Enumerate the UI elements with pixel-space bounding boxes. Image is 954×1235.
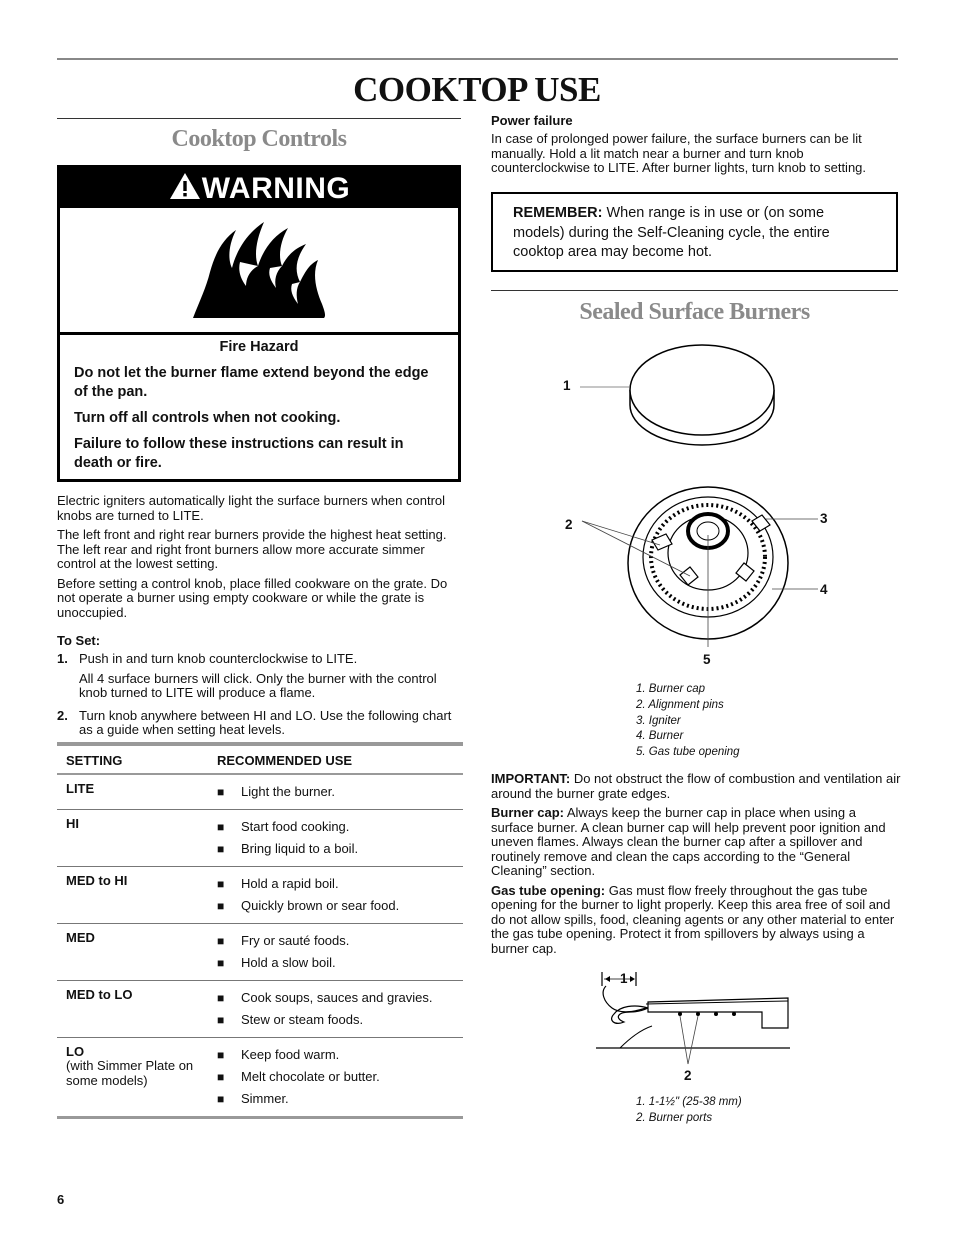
- use-item: ■ Start food cooking.: [217, 816, 463, 838]
- step: [57, 709, 463, 738]
- burner-port: [678, 1012, 682, 1016]
- uses-cell: [217, 924, 463, 981]
- intro-paragraphs: [57, 494, 461, 620]
- top-rule: [57, 58, 898, 60]
- diagram-captions: [636, 682, 740, 761]
- callout-label: 2: [684, 1068, 692, 1083]
- setting-cell: [57, 1038, 217, 1118]
- use-item: ■ Fry or sauté foods.: [217, 930, 463, 952]
- callout-line-ports-a: [680, 1016, 688, 1064]
- gas-tube-text: Gas must flow freely throughout the gas tube opening for the burner to light properly. Keep this area free of soil and do not allow spills, food, cleaning agents or any other material to enter the gas tube opening. Protect it from spillovers by always using a burner cap.: [491, 882, 895, 956]
- caption-item: 2. Alignment pins: [636, 698, 724, 711]
- power-failure-text: In case of prolonged power failure, the surface burners can be lit manually. Hold a lit match near a burner and turn knob counterclockwise to LITE. After burner lights, turn knob to setting.: [491, 131, 867, 175]
- section-rule: [57, 118, 461, 119]
- remember-label: REMEMBER:: [513, 205, 603, 221]
- table-row: [57, 774, 463, 810]
- callout-label: 3: [820, 511, 828, 526]
- burner-cap-illustration: [630, 345, 774, 445]
- step-text: Push in and turn knob counterclockwise to LITE.: [79, 651, 358, 666]
- use-item: ■ Hold a slow boil.: [217, 952, 463, 974]
- table-row: [57, 981, 463, 1038]
- setting-cell: MED: [57, 924, 217, 981]
- gas-tube-label: Gas tube opening:: [491, 882, 606, 898]
- fire-hazard-pictogram: [60, 208, 458, 335]
- sealed-burners-heading: Sealed Surface Burners: [579, 299, 810, 325]
- header-recommended-use: RECOMMENDED USE: [217, 744, 463, 774]
- caption-item: 1. Burner cap: [636, 683, 706, 695]
- paragraph: Electric igniters automatically light the surface burners when control knobs are turned to LITE.: [57, 493, 446, 523]
- callout-label: 5: [703, 652, 711, 667]
- fire-icon: [60, 208, 458, 332]
- important-label: IMPORTANT:: [491, 771, 571, 786]
- setting-cell: MED to LO: [57, 981, 217, 1038]
- step-subtext: All 4 surface burners will click. Only the burner with the control knob turned to LITE will produce a flame.: [79, 670, 437, 700]
- uses-cell: [217, 981, 463, 1038]
- caption-item: 4. Burner: [636, 730, 684, 743]
- warning-label: WARNING: [201, 172, 351, 205]
- step-number: 2.: [57, 707, 68, 723]
- burner-port: [714, 1012, 718, 1016]
- use-item: ■ Stew or steam foods.: [217, 1009, 463, 1031]
- callout-label: 2: [565, 517, 573, 532]
- warning-line: Do not let the burner flame extend beyond the edge of the pan.: [74, 365, 429, 400]
- warning-text: [74, 338, 444, 480]
- page-title: COOKTOP USE: [353, 70, 601, 109]
- paragraph: Before setting a control knob, place filled cookware on the grate. Do not operate a burner using empty cookware or while the grate is unoccupied.: [57, 575, 448, 620]
- use-item: ■ Melt chocolate or butter.: [217, 1066, 463, 1088]
- table-row: [57, 867, 463, 924]
- caption-item: 5. Gas tube opening: [636, 746, 740, 759]
- use-item: ■ Bring liquid to a boil.: [217, 838, 463, 860]
- to-set-steps: [57, 652, 463, 738]
- callout-label: 4: [820, 582, 828, 597]
- table-header-row: [57, 744, 463, 774]
- caption-item: 2. Burner ports: [636, 1111, 713, 1124]
- burner-cap-text: Always keep the burner cap in place when using a surface burner. A clean burner cap will help prevent poor ignition and uneven flames. Always clean the burner cap after a spillover and routinely remove and clean the caps according to the “General Cleaning” section.: [491, 805, 886, 878]
- warning-header: [60, 168, 458, 208]
- header-setting: SETTING: [57, 744, 217, 774]
- setting-cell: MED to HI: [57, 867, 217, 924]
- power-failure-heading: Power failure: [491, 113, 573, 128]
- uses-cell: [217, 810, 463, 867]
- use-item: ■ Keep food warm.: [217, 1044, 463, 1066]
- callout-line-ports-b: [688, 1016, 698, 1064]
- use-item: ■ Cook soups, sauces and gravies.: [217, 987, 463, 1009]
- use-item: ■ Simmer.: [217, 1088, 463, 1110]
- to-set-heading: To Set:: [57, 633, 101, 648]
- important-note: [491, 772, 901, 801]
- gas-tube-note: [491, 884, 901, 957]
- caption-item: 3. Igniter: [636, 714, 681, 727]
- burner-diagram: [540, 335, 860, 675]
- burner-port: [732, 1012, 736, 1016]
- step-text: Turn knob anywhere between HI and LO. Use the following chart as a guide when setting heat levels.: [79, 707, 452, 737]
- caption-item: 1. 1-1½" (25-38 mm): [636, 1096, 742, 1108]
- remember-box: [491, 192, 898, 272]
- warning-line: Turn off all controls when not cooking.: [74, 410, 341, 426]
- table-row: [57, 810, 463, 867]
- burner-cap-label: Burner cap:: [491, 805, 564, 820]
- burner-port: [696, 1012, 700, 1016]
- use-item: ■ Hold a rapid boil.: [217, 873, 463, 895]
- callout-label: 1: [563, 378, 571, 393]
- uses-cell: [217, 774, 463, 810]
- warning-line: Failure to follow these instructions can result in death or fire.: [74, 436, 404, 471]
- warning-triangle-icon: [168, 171, 202, 201]
- step: [57, 652, 463, 667]
- setting-note: (with Simmer Plate on some models): [66, 1058, 194, 1088]
- paragraph: The left front and right rear burners provide the highest heat setting. The left rear and right front burners allow more accurate simmer control at the lowest setting.: [57, 527, 447, 571]
- uses-cell: [217, 867, 463, 924]
- cooktop-controls-heading: Cooktop Controls: [171, 126, 347, 152]
- table-row: [57, 1038, 463, 1118]
- burner-cap-note: [491, 806, 901, 879]
- burner-base-curve: [620, 1026, 652, 1048]
- warning-box: [57, 165, 461, 482]
- use-item: ■ Quickly brown or sear food.: [217, 895, 463, 917]
- remember-text: When range is in use or (on some models) during the Self-Cleaning cycle, the entire cooktop area may become hot.: [513, 205, 830, 260]
- step-number: 1.: [57, 651, 68, 666]
- setting-label: LO: [66, 1044, 85, 1059]
- important-text: Do not obstruct the flow of combustion and ventilation air around the burner grate edges.: [491, 771, 901, 801]
- setting-cell: HI: [57, 810, 217, 867]
- callout-label: 1: [620, 971, 628, 986]
- burner-notes: [491, 772, 901, 956]
- page-number: 6: [57, 1192, 65, 1207]
- use-item: ■ Light the burner.: [217, 781, 463, 803]
- flame-captions: [636, 1095, 742, 1127]
- uses-cell: [217, 1038, 463, 1118]
- section-rule: [491, 290, 898, 291]
- heat-settings-table: [57, 742, 463, 1119]
- hazard-title: Fire Hazard: [219, 339, 299, 355]
- table-row: [57, 924, 463, 981]
- setting-cell: LITE: [57, 774, 217, 810]
